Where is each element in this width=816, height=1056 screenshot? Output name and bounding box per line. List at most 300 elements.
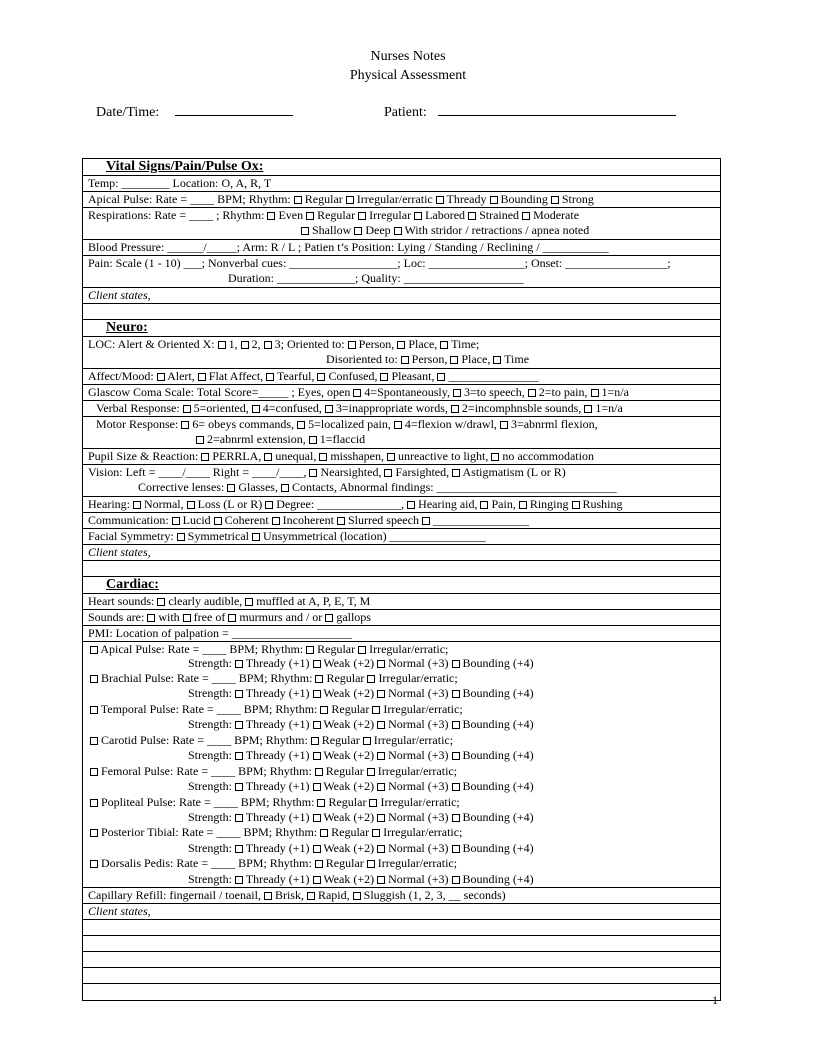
row-text: Lucid (179, 513, 214, 527)
checkbox[interactable] (90, 829, 98, 837)
row-text: Deep (362, 223, 394, 237)
checkbox[interactable] (306, 646, 314, 654)
row-text: Strength: (188, 841, 235, 855)
checkbox[interactable] (377, 783, 385, 791)
checkbox[interactable] (307, 892, 315, 900)
checkbox[interactable] (157, 373, 165, 381)
row-text: Communication: (88, 513, 172, 527)
checkbox[interactable] (358, 646, 366, 654)
row-text: 2=to pain, (535, 385, 591, 399)
checkbox[interactable] (422, 517, 430, 525)
checkbox[interactable] (183, 405, 191, 413)
checkbox[interactable] (377, 814, 385, 822)
row-text: Motor Response: (96, 417, 182, 431)
row-text: 2, (248, 337, 264, 351)
row-text: Weak (+2) (320, 872, 378, 886)
checkbox[interactable] (133, 501, 141, 509)
row-text: Contacts, Abnormal findings: ______________________________ (288, 480, 617, 494)
row-text: Regular (314, 208, 359, 222)
row-text: Posterior Tibial: Rate = ____ BPM; Rhythm: (98, 825, 321, 839)
row-text: Farsighted, (392, 465, 453, 479)
checkbox[interactable] (297, 421, 305, 429)
row-text: Time (501, 352, 530, 366)
checkbox[interactable] (451, 405, 459, 413)
row-text: misshapen, (327, 449, 388, 463)
row-text: Normal (+3) (385, 656, 452, 670)
row-text: Strength: (188, 686, 235, 700)
row-text: Strained (476, 208, 523, 222)
checkbox[interactable] (452, 845, 460, 853)
row-text: _______________ (445, 369, 539, 383)
row-text: Temporal Pulse: Rate = ____ BPM; Rhythm: (98, 702, 321, 716)
checkbox[interactable] (414, 212, 422, 220)
checkbox[interactable] (235, 752, 243, 760)
row-text: unequal, (272, 449, 320, 463)
row-text: Apical Pulse: Rate = ____ BPM; Rhythm: (98, 642, 307, 656)
checkbox[interactable] (367, 768, 375, 776)
section-heading-cardiac: Cardiac: (83, 576, 720, 593)
row-text: Capillary Refill: fingernail / toenail, (88, 888, 264, 902)
row-text: Normal (+3) (385, 841, 452, 855)
row-text: Unsymmetrical (location) ________________ (259, 529, 486, 543)
row-text: Bounding (+4) (459, 656, 534, 670)
checkbox[interactable] (452, 752, 460, 760)
checkbox[interactable] (452, 660, 460, 668)
checkbox[interactable] (363, 737, 371, 745)
row-text: Bounding (+4) (459, 748, 534, 762)
checkbox[interactable] (187, 501, 195, 509)
checkbox[interactable] (183, 614, 191, 622)
row-text: Thready (+1) (243, 841, 313, 855)
row-text: unreactive to light, (395, 449, 492, 463)
row-text: 4=confused, (259, 401, 325, 415)
checkbox[interactable] (90, 737, 98, 745)
form-row (83, 512, 720, 528)
checkbox[interactable] (436, 196, 444, 204)
form-row (83, 872, 720, 887)
form-row (83, 671, 720, 686)
checkbox[interactable] (551, 196, 559, 204)
checkbox[interactable] (235, 690, 243, 698)
checkbox[interactable] (407, 501, 415, 509)
checkbox[interactable] (90, 706, 98, 714)
assessment-form (82, 158, 721, 1001)
row-text: Nearsighted, (317, 465, 385, 479)
form-row (83, 400, 720, 416)
form-row (83, 271, 720, 287)
checkbox[interactable] (306, 212, 314, 220)
row-text: Strong (558, 192, 594, 206)
row-text: Weak (+2) (320, 810, 378, 824)
row-text: Vision: Left = ____/____ Right = ____/____, (88, 465, 310, 479)
checkbox[interactable] (313, 876, 321, 884)
row-text: with (155, 610, 183, 624)
row-text: Weak (+2) (320, 656, 378, 670)
checkbox[interactable] (313, 783, 321, 791)
row-text: 3=to speech, (460, 385, 528, 399)
form-row (83, 287, 720, 303)
row-text: Irregular/erratic; (374, 856, 458, 870)
date-time-input[interactable] (175, 103, 293, 116)
row-text: Popliteal Pulse: Rate = ____ BPM; Rhythm: (98, 795, 318, 809)
row-text: 4=Spontaneously, (361, 385, 453, 399)
row-text: Strength: (188, 656, 235, 670)
checkbox[interactable] (591, 389, 599, 397)
row-text: PMI: Location of palpation = ____________________ (88, 626, 352, 640)
row-text: Strength: (188, 779, 235, 793)
checkbox[interactable] (325, 405, 333, 413)
form-row (83, 368, 720, 384)
row-text: Temp: ________ Location: O, A, R, T (88, 176, 272, 190)
row-text: Confused, (325, 369, 381, 383)
checkbox[interactable] (519, 501, 527, 509)
form-row (83, 352, 720, 368)
patient-label: Patient: (384, 105, 427, 120)
form-row (83, 733, 720, 748)
form-row (83, 480, 720, 496)
checkbox[interactable] (241, 341, 249, 349)
checkbox[interactable] (387, 453, 395, 461)
row-text: Pain: Scale (1 - 10) ___; Nonverbal cues: __________________; Loc: ________________; Onset: _________________; (88, 256, 671, 270)
checkbox[interactable] (281, 484, 289, 492)
form-row (83, 625, 720, 641)
row-text: Irregular/erratic (353, 192, 436, 206)
form-row (83, 656, 720, 671)
row-text: Regular (301, 192, 346, 206)
row-text: Irregular (366, 208, 415, 222)
row-text: Degree: ______________, (273, 497, 408, 511)
row-text: Thready (+1) (243, 656, 313, 670)
checkbox[interactable] (452, 814, 460, 822)
checkbox[interactable] (90, 860, 98, 868)
checkbox[interactable] (313, 752, 321, 760)
checkbox[interactable] (264, 892, 272, 900)
row-text: Strength: (188, 748, 235, 762)
row-text: PERRLA, (209, 449, 265, 463)
row-text: Glasses, (235, 480, 281, 494)
row-text: Sluggish (1, 2, 3, __ seconds) (360, 888, 506, 902)
row-text: Rushing (579, 497, 623, 511)
form-row (83, 641, 720, 656)
row-text: Irregular/erratic; (366, 642, 449, 656)
checkbox[interactable] (348, 341, 356, 349)
row-text: 1, (225, 337, 241, 351)
checkbox[interactable] (377, 660, 385, 668)
form-row (83, 223, 720, 239)
checkbox[interactable] (377, 876, 385, 884)
row-text: Glascow Coma Scale: Total Score=_____ ; Eyes, open (88, 385, 354, 399)
checkbox[interactable] (367, 860, 375, 868)
checkbox[interactable] (377, 690, 385, 698)
row-text: Regular (322, 856, 367, 870)
page-subtitle: Physical Assessment (349, 68, 467, 83)
form-row (83, 496, 720, 512)
row-text: 5=localized pain, (305, 417, 394, 431)
row-text: Client states, (88, 904, 151, 918)
checkbox[interactable] (320, 829, 328, 837)
row-text: LOC: Alert & Oriented X: (88, 337, 218, 351)
form-row (83, 544, 720, 560)
row-text: Regular (325, 795, 370, 809)
row-text: Respirations: Rate = ____ ; Rhythm: (88, 208, 268, 222)
checkbox[interactable] (377, 752, 385, 760)
checkbox[interactable] (490, 196, 498, 204)
checkbox[interactable] (235, 660, 243, 668)
row-text: Hearing: (88, 497, 133, 511)
form-row (83, 416, 720, 432)
row-text: Regular (328, 825, 373, 839)
section-heading-neuro: Neuro: (83, 319, 720, 336)
row-text: Weak (+2) (320, 717, 378, 731)
checkbox[interactable] (313, 845, 321, 853)
checkbox[interactable] (528, 389, 536, 397)
row-text: murmurs and / or (236, 610, 326, 624)
patient-input[interactable] (438, 103, 676, 116)
form-row (83, 609, 720, 625)
row-text: Astigmatism (L or R) (460, 465, 566, 479)
row-text: 4=flexion w/drawl, (401, 417, 500, 431)
checkbox[interactable] (353, 892, 361, 900)
row-text: Heart sounds: (88, 594, 158, 608)
checkbox[interactable] (452, 876, 460, 884)
checkbox[interactable] (196, 436, 204, 444)
row-text: Regular (322, 764, 367, 778)
form-row (83, 384, 720, 400)
checkbox[interactable] (358, 212, 366, 220)
checkbox[interactable] (235, 876, 243, 884)
checkbox[interactable] (500, 421, 508, 429)
form-row (83, 841, 720, 856)
form-row (83, 686, 720, 701)
row-text: 2=abnrml extension, (204, 432, 309, 446)
row-text: no accommodation (499, 449, 594, 463)
checkbox[interactable] (315, 768, 323, 776)
row-text: Thready (+1) (243, 872, 313, 886)
row-text: Irregular/erratic; (374, 764, 458, 778)
form-row (83, 887, 720, 903)
row-text: Weak (+2) (320, 686, 378, 700)
row-text: ________________ (429, 513, 529, 527)
checkbox[interactable] (315, 860, 323, 868)
row-text: Normal (+3) (385, 717, 452, 731)
checkbox[interactable] (90, 799, 98, 807)
row-text: Duration: _____________; Quality: ____________________ (228, 271, 524, 285)
row-text: Normal (+3) (385, 810, 452, 824)
form-row (83, 448, 720, 464)
row-text: Alert, (164, 369, 198, 383)
row-text: Brisk, (271, 888, 307, 902)
form-row (83, 593, 720, 609)
checkbox[interactable] (313, 690, 321, 698)
checkbox[interactable] (377, 845, 385, 853)
row-text: With stridor / retractions / apnea noted (401, 223, 590, 237)
checkbox[interactable] (264, 341, 272, 349)
checkbox[interactable] (252, 405, 260, 413)
form-row (83, 779, 720, 794)
row-text: Flat Affect, (205, 369, 267, 383)
checkbox[interactable] (401, 356, 409, 364)
checkbox[interactable] (218, 341, 226, 349)
form-row (83, 825, 720, 840)
row-text: Bounding (+4) (459, 686, 534, 700)
checkbox[interactable] (90, 675, 98, 683)
row-text: Sounds are: (88, 610, 148, 624)
row-text: Brachial Pulse: Rate = ____ BPM; Rhythm: (98, 671, 316, 685)
checkbox[interactable] (272, 517, 280, 525)
checkbox[interactable] (452, 721, 460, 729)
row-text: Regular (318, 733, 363, 747)
row-text: 3; Oriented to: (271, 337, 348, 351)
row-text: Slurred speech (344, 513, 422, 527)
blank-note-line (83, 303, 720, 319)
row-text: Strength: (188, 872, 235, 886)
row-text: Regular (314, 642, 359, 656)
checkbox[interactable] (313, 814, 321, 822)
checkbox[interactable] (301, 227, 309, 235)
checkbox[interactable] (311, 737, 319, 745)
form-row (83, 432, 720, 448)
checkbox[interactable] (453, 389, 461, 397)
checkbox[interactable] (235, 845, 243, 853)
checkbox[interactable] (372, 829, 380, 837)
row-text: 6= obeys commands, (189, 417, 298, 431)
checkbox[interactable] (468, 212, 476, 220)
row-text: 3=abnrml flexion, (507, 417, 598, 431)
row-text: Disoriented to: (326, 352, 401, 366)
row-text: Bounding (+4) (459, 810, 534, 824)
checkbox[interactable] (452, 783, 460, 791)
form-row (83, 464, 720, 480)
row-text: Symmetrical (184, 529, 252, 543)
row-text: Place, (458, 352, 494, 366)
checkbox[interactable] (265, 501, 273, 509)
patient-field (384, 103, 676, 121)
form-row (83, 717, 720, 732)
row-text: Corrective lenses: (138, 480, 228, 494)
row-text: Irregular/erratic; (375, 671, 458, 685)
row-text: 1=n/a (598, 385, 629, 399)
row-text: 5=oriented, (190, 401, 252, 415)
row-text: Strength: (188, 717, 235, 731)
checkbox[interactable] (266, 373, 274, 381)
row-text: Femoral Pulse: Rate = ____ BPM; Rhythm: (98, 764, 315, 778)
blank-note-line (83, 983, 720, 1001)
row-text: Irregular/erratic; (370, 733, 454, 747)
row-text: Ringing (526, 497, 572, 511)
row-text: Thready (+1) (243, 717, 313, 731)
checkbox[interactable] (572, 501, 580, 509)
row-text: 1=flaccid (316, 432, 366, 446)
checkbox[interactable] (309, 436, 317, 444)
checkbox[interactable] (177, 533, 185, 541)
row-text: Irregular/erratic; (380, 702, 463, 716)
checkbox[interactable] (294, 196, 302, 204)
row-text: Weak (+2) (320, 748, 378, 762)
row-text: Pain, (488, 497, 519, 511)
checkbox[interactable] (522, 212, 530, 220)
row-text: Hearing aid, (415, 497, 481, 511)
row-text: Weak (+2) (320, 779, 378, 793)
checkbox[interactable] (394, 421, 402, 429)
form-row (83, 255, 720, 271)
checkbox[interactable] (90, 646, 98, 654)
blank-note-line (83, 919, 720, 935)
date-time-field (96, 103, 293, 121)
form-row (83, 528, 720, 544)
blank-note-line (83, 935, 720, 951)
checkbox[interactable] (90, 768, 98, 776)
checkbox[interactable] (252, 533, 260, 541)
row-text: Incoherent (279, 513, 337, 527)
row-text: Strength: (188, 810, 235, 824)
row-text: Verbal Response: (96, 401, 183, 415)
row-text: Thready (+1) (243, 686, 313, 700)
form-row (83, 903, 720, 919)
form-row (83, 748, 720, 763)
row-text: Labored (422, 208, 469, 222)
form-row (83, 207, 720, 223)
checkbox[interactable] (172, 517, 180, 525)
row-text: Time; (448, 337, 480, 351)
checkbox[interactable] (377, 721, 385, 729)
row-text: Place, (405, 337, 441, 351)
row-text: Bounding (+4) (459, 779, 534, 793)
row-text: Bounding (+4) (459, 872, 534, 886)
row-text: Carotid Pulse: Rate = ____ BPM; Rhythm: (98, 733, 311, 747)
checkbox[interactable] (452, 690, 460, 698)
checkbox[interactable] (235, 814, 243, 822)
checkbox[interactable] (394, 227, 402, 235)
checkbox[interactable] (313, 660, 321, 668)
form-row (83, 810, 720, 825)
row-text: Moderate (530, 208, 580, 222)
checkbox[interactable] (235, 721, 243, 729)
row-text: Pleasant, (388, 369, 438, 383)
form-row (83, 175, 720, 191)
row-text: Thready (+1) (243, 779, 313, 793)
row-text: Regular (328, 702, 373, 716)
checkbox[interactable] (337, 517, 345, 525)
row-text: Facial Symmetry: (88, 529, 177, 543)
page-number: 1 (712, 993, 718, 1007)
checkbox[interactable] (452, 469, 460, 477)
page-title: Nurses Notes (370, 49, 446, 64)
checkbox[interactable] (313, 721, 321, 729)
form-row (83, 239, 720, 255)
row-text: Dorsalis Pedis: Rate = ____ BPM; Rhythm: (98, 856, 315, 870)
checkbox[interactable] (214, 517, 222, 525)
checkbox[interactable] (346, 196, 354, 204)
blank-note-line (83, 560, 720, 576)
row-text: Blood Pressure: ______/_____; Arm: R / L ; Patien t’s Position: Lying / Standing / Reclining / ___________ (88, 240, 609, 254)
row-text: Thready (443, 192, 490, 206)
row-text: Normal (+3) (385, 748, 452, 762)
row-text: Coherent (221, 513, 272, 527)
form-row (83, 191, 720, 207)
row-text: Normal (+3) (385, 872, 452, 886)
row-text: 3=inappropriate words, (332, 401, 451, 415)
row-text: 1=n/a (592, 401, 623, 415)
row-text: 2=incomphnsble sounds, (458, 401, 585, 415)
checkbox[interactable] (235, 783, 243, 791)
row-text: Bounding (497, 192, 551, 206)
checkbox[interactable] (198, 373, 206, 381)
blank-note-line (83, 967, 720, 983)
row-text: Weak (+2) (320, 841, 378, 855)
row-text: Person, (355, 337, 398, 351)
row-text: Normal (+3) (385, 686, 452, 700)
row-text: Irregular/erratic; (377, 795, 460, 809)
